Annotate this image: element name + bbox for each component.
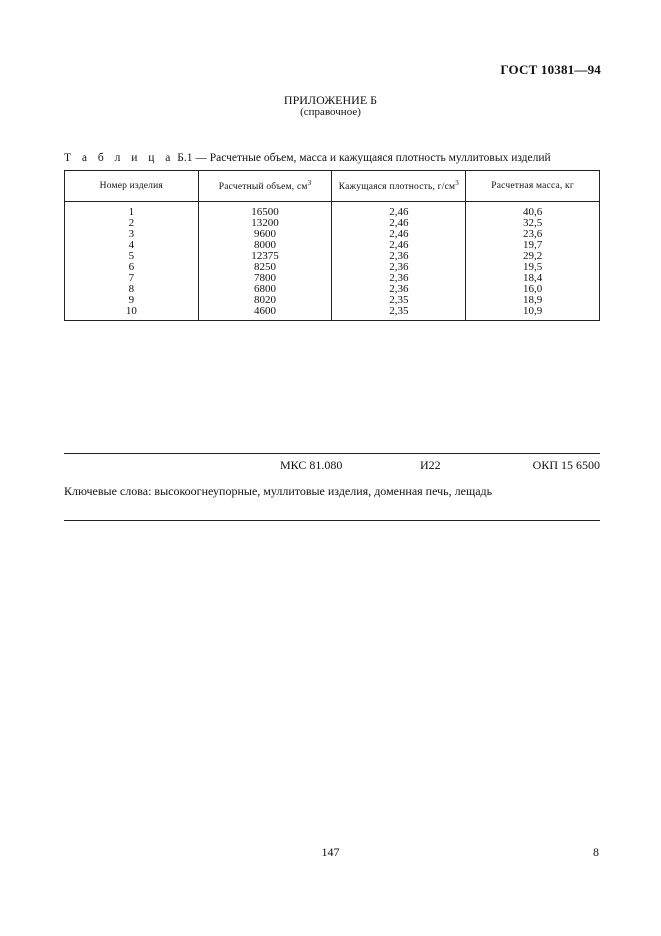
appendix-title: ПРИЛОЖЕНИЕ Б — [283, 93, 378, 107]
classification-i: И22 — [420, 458, 441, 472]
page-number: 147 — [321, 845, 340, 859]
classification-okp: ОКП 15 6500 — [532, 458, 600, 472]
table-row: 10 4600 2,35 10,9 — [65, 306, 600, 321]
table-row: 3 9600 2,46 23,6 — [65, 229, 600, 240]
appendix-subtitle: (справочное) — [300, 106, 361, 118]
table-row: 7 7800 2,36 18,4 — [65, 273, 600, 284]
sheet-number: 8 — [593, 845, 599, 859]
standard-code: ГОСТ 10381—94 — [500, 62, 601, 77]
header-density: Кажущаяся плотность, $г/см^3$ — [332, 171, 466, 202]
classification-mks: МКС 81.080 — [280, 458, 343, 472]
table-row: 2 13200 2,46 32,5 — [65, 218, 600, 229]
table-row: 9 8020 2,35 18,9 — [65, 295, 600, 306]
table-caption-label: Т а б л и ц а — [64, 152, 175, 164]
keywords: Ключевые слова: высокоогнеупорные, муллитовые изделия, доменная печь, лещадь — [64, 484, 493, 498]
divider-top — [64, 453, 600, 454]
table-row: 1 16500 2,46 40,6 — [65, 202, 600, 219]
table-row: 4 8000 2,46 19,7 — [65, 240, 600, 251]
table-caption — [64, 152, 551, 164]
table-row: 8 6800 2,36 16,0 — [65, 284, 600, 295]
header-mass: Расчетная масса, кг — [466, 171, 600, 202]
table-caption-text: Б.1 — Расчетные объем, масса и кажущаяся плотность муллитовых изделий — [177, 152, 551, 164]
divider-bottom — [64, 520, 600, 521]
table-header-row — [65, 171, 600, 202]
header-item-number: Номер изделия — [65, 171, 199, 202]
header-volume: Расчетный объем, $см^3$ — [198, 171, 332, 202]
table-row: 6 8250 2,36 19,5 — [65, 262, 600, 273]
data-table — [64, 170, 600, 321]
table-row: 5 12375 2,36 29,2 — [65, 251, 600, 262]
